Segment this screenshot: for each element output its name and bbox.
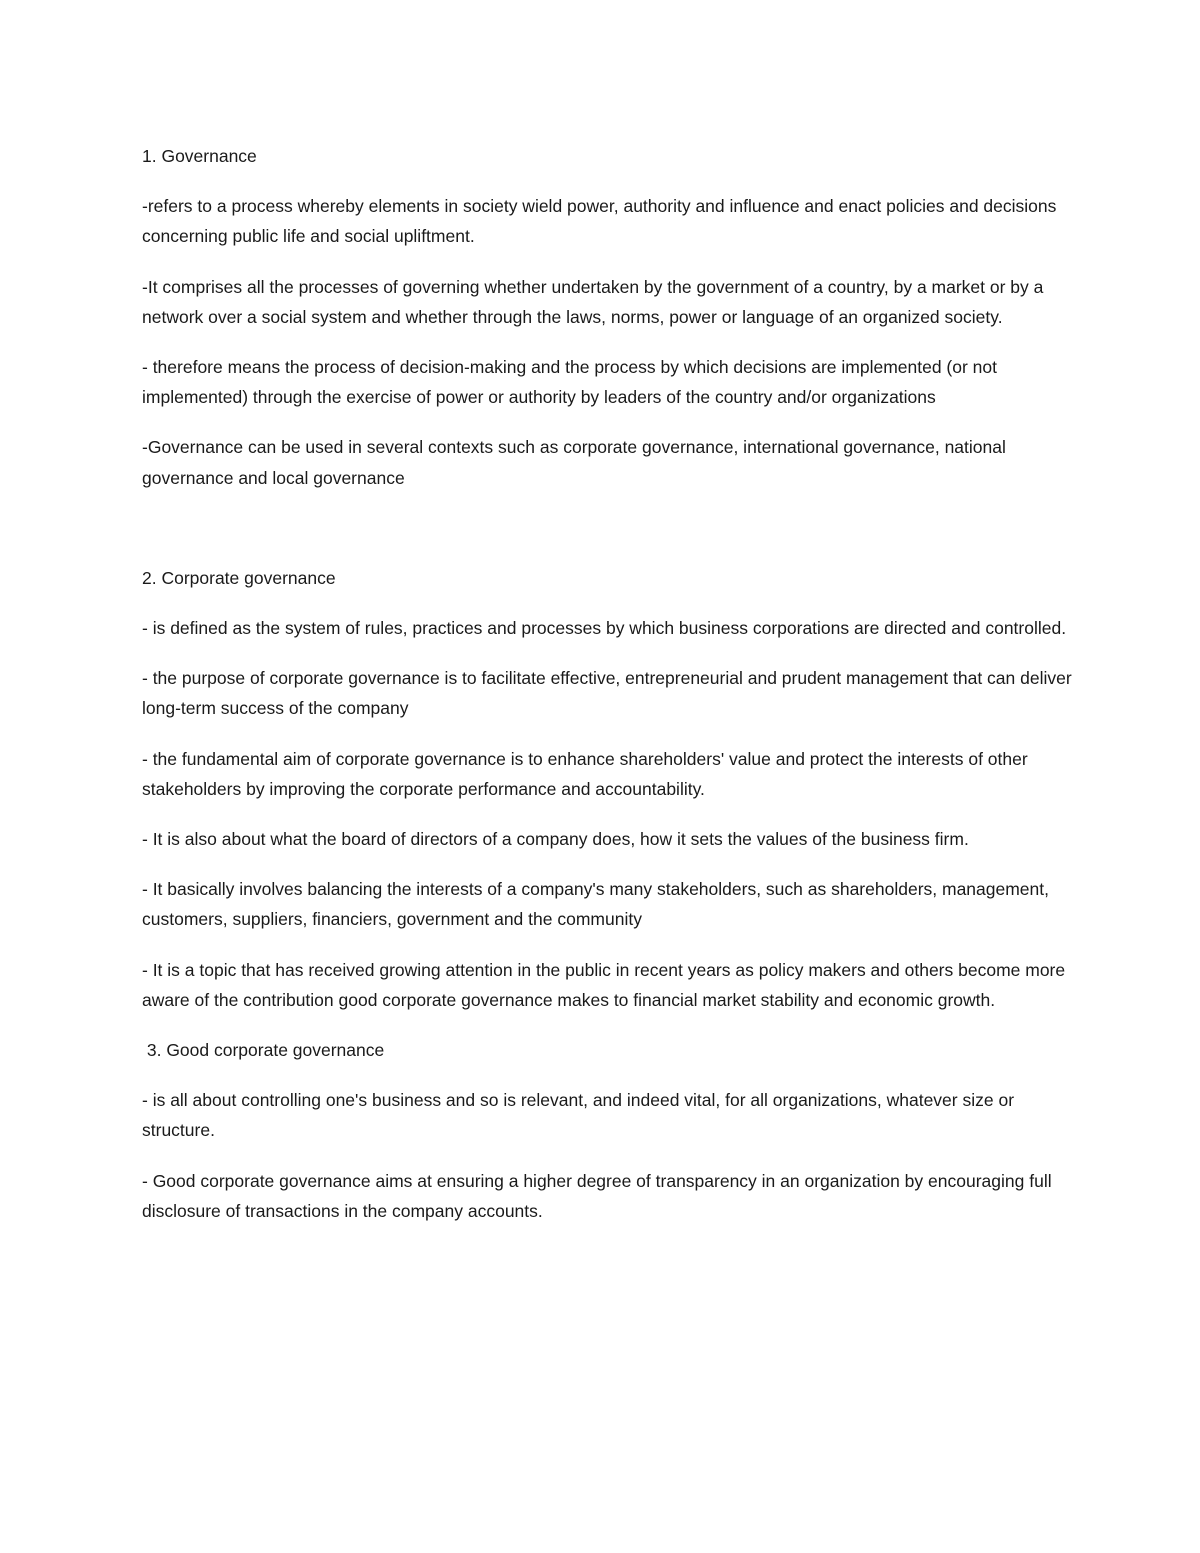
paragraph: - It basically involves balancing the interests of a company's many stakeholders, such as shareholders, management, customers, suppliers, financiers, government and the community	[142, 879, 1050, 930]
paragraph: - It is a topic that has received growing attention in the public in recent years as policy makers and others become more aware of the contribution good corporate governance makes to financial market stability and economic growth.	[142, 959, 1066, 1010]
paragraph: - is all about controlling one's business and so is relevant, and indeed vital, for all organizations, whatever size or structure.	[142, 1090, 1015, 1141]
paragraph: - is defined as the system of rules, practices and processes by which business corporations are directed and controlled.	[142, 618, 1067, 639]
paragraph: - It is also about what the board of directors of a company does, how it sets the values of the business firm.	[142, 829, 969, 850]
paragraph: - the purpose of corporate governance is to facilitate effective, entrepreneurial and prudent management that can deliver long-term success of the company	[142, 668, 1072, 719]
paragraph: -It comprises all the processes of governing whether undertaken by the government of a country, by a market or by a network over a social system and whether through the laws, norms, power or language of an organized society.	[142, 276, 1044, 327]
paragraph: - Good corporate governance aims at ensuring a higher degree of transparency in an organization by encouraging full disclosure of transactions in the company accounts.	[142, 1170, 1052, 1221]
paragraph: -refers to a process whereby elements in society wield power, authority and influence and enact policies and decisions concerning public life and social upliftment.	[142, 196, 1057, 247]
document-body	[142, 141, 1072, 1246]
section-heading-governance: 1. Governance	[142, 146, 257, 166]
paragraph: - the fundamental aim of corporate governance is to enhance shareholders' value and protect the interests of other stakeholders by improving the corporate performance and accountability.	[142, 748, 1028, 799]
paragraph: - therefore means the process of decision-making and the process by which decisions are implemented (or not implemented) through the exercise of power or authority by leaders of the country and/or organizations	[142, 357, 998, 408]
section-heading-good-corporate-governance: 3. Good corporate governance	[142, 1040, 385, 1061]
paragraph: -Governance can be used in several contexts such as corporate governance, international governance, national governance and local governance	[142, 437, 1006, 488]
section-spacer	[142, 513, 1072, 563]
section-heading-corporate-governance: 2. Corporate governance	[142, 567, 336, 588]
